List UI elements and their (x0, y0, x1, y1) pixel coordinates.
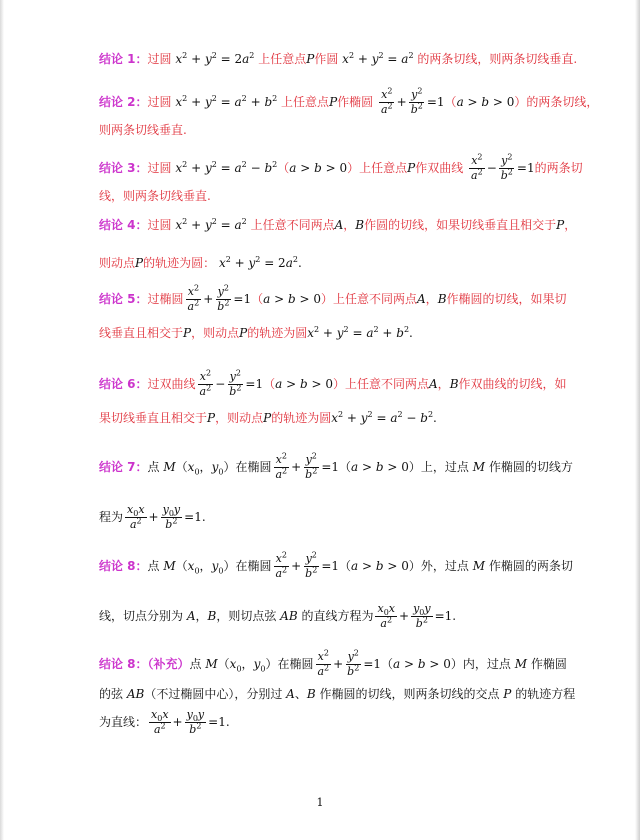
conclusion-label: 结论 7： (99, 460, 148, 474)
conclusion-label: 结论 3： (99, 161, 148, 175)
conclusion-label: 结论 4： (99, 218, 148, 232)
conclusion-label: 结论 8： (99, 559, 148, 573)
conclusion-label: 结论 8：（补充） (99, 657, 190, 671)
conclusion-1: 结论 1： 过圆 $x^2 + y^2 = 2a^2$ 上任意点 P 作圆 $x^2 + y^2 = a^2$ 的两条切线，则两条切线垂直. (99, 51, 578, 66)
page-edge-right (635, 0, 640, 840)
conclusion-label: 结论 6： (99, 377, 148, 391)
conclusion-label: 结论 5： (99, 292, 148, 306)
conclusion-8-supplement: 结论 8：（补充） 点 $M(x_0$，$y_0$）在椭圆 $\frac{x^2}{a^2}$ + $\frac{y^2}{b^2}$ =1 （a > b > 0）内，过点 M 作椭圆 的弦 AB（不过椭圆中心），分别过 A、B 作椭圆的切线，则两条切线的交点 P 的轨迹方程 为直线： $\frac{x_0x}{a^2}$ + $\frac{y_0y}{b^2}$ =1. (99, 647, 576, 736)
conclusion-7: 结论 7： 点 $M(x_0$，$y_0$）在椭圆 $\frac{x^2}{a^2}$ + $\frac{y^2}{b^2}$ =1 （a > b > 0）上，过点 M 作椭圆的切线方 程为 $\frac{x_0x}{a^2}$ + $\frac{y_0y}{b^2}$ =1. (99, 450, 573, 531)
conclusion-4: 结论 4： 过圆 $x^2 + y^2 = a^2$ 上任意不同两点 A ， B 作圆的切线，如果切线垂直且相交于 P ， 则动点 P 的轨迹为圆： $x^2 + y^2 = 2a^2$. (99, 217, 577, 270)
conclusion-5: 结论 5： 过椭圆 $\frac{x^2}{a^2}$ + $\frac{y^2}{b^2}$ =1 （ a > b > 0 ）上任意不同两点 A ， B 作椭圆的切线，如果切 线垂直且相交于 P ，则动点 P 的轨迹为圆 $x^2 + y^2 = a^2 + b^2$. (99, 282, 567, 340)
conclusion-6: 结论 6： 过双曲线 $\frac{x^2}{a^2}$ − $\frac{y^2}{b^2}$ =1 （ a > b > 0 ）上任意不同两点 A ， B 作双曲线的切线，如 果切线垂直且相交于 P ，则动点 P 的轨迹为圆 $x^2 + y^2 = a^2 - b^2$. (99, 367, 567, 425)
conclusion-label: 结论 2： (99, 95, 148, 109)
page-number: 1 (316, 796, 324, 809)
conclusion-8: 结论 8： 点 $M(x_0$，$y_0$）在椭圆 $\frac{x^2}{a^2}$ + $\frac{y^2}{b^2}$ =1 （a > b > 0）外，过点 M 作椭圆的两条切 线，切点分别为 A，B，则切点弦 AB 的直线方程为 $\frac{x_0x}{a^2}$ + $\frac{y_0y}{b^2}$ =1. (99, 549, 573, 630)
conclusion-2: 结论 2： 过圆 $x^2 + y^2 = a^2 + b^2$ 上任意点 P 作椭圆 $\frac{x^2}{a^2}$ + $\frac{y^2}{b^2}$ =1 （ a > b > 0 ）的两条切线， 则两条切线垂直. (99, 85, 599, 137)
conclusion-3: 结论 3： 过圆 $x^2 + y^2 = a^2 - b^2$ （ a > b > 0 ）上任意点 P 作双曲线 $\frac{x^2}{a^2}$ − $\frac{y^2}{b^2}$ =1 的两条切 线，则两条切线垂直. (99, 151, 583, 203)
conclusion-label: 结论 1： (99, 52, 148, 66)
page-edge-left (0, 0, 4, 840)
